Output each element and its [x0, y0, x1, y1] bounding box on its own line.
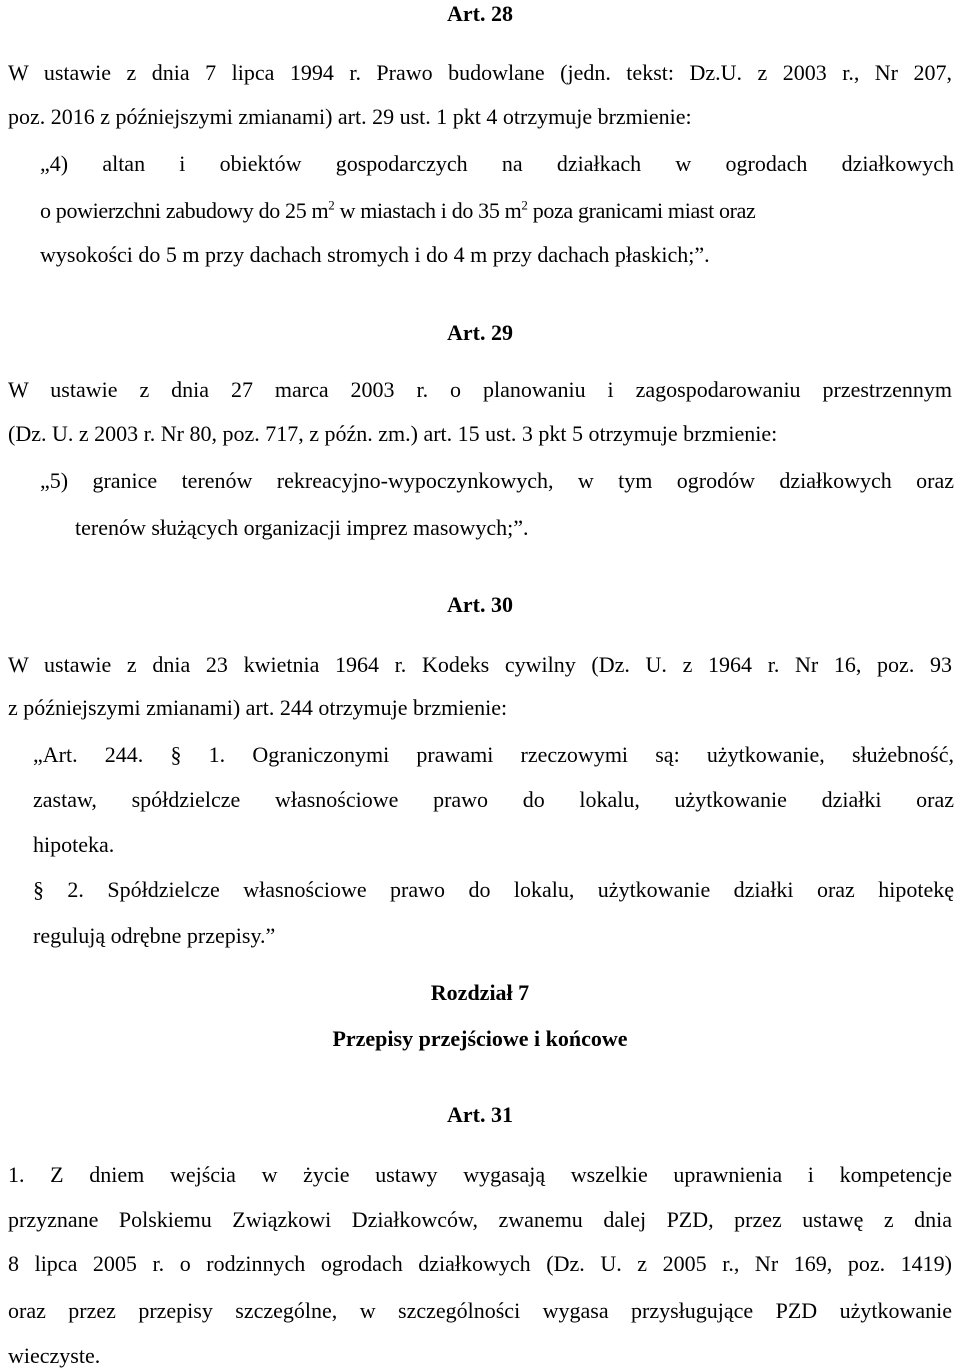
art29-line1: W ustawie z dnia 27 marca 2003 r. o planowaniu i zagospodarowaniu przestrzennym [8, 377, 952, 402]
art30-quote-line2: zastaw, spółdzielcze własnościowe prawo do lokalu, użytkowanie działki oraz [33, 787, 954, 812]
art28-quote-part3: poza granicami miast oraz [527, 198, 756, 223]
art31-line5: wieczyste. [8, 1343, 101, 1368]
art28-quote-line1: „4) altan i obiektów gospodarczych na działkach w ogrodach działkowych [40, 151, 954, 176]
art28-line2: poz. 2016 z późniejszymi zmianami) art. 29 ust. 1 pkt 4 otrzymuje brzmienie: [8, 104, 692, 129]
chapter-title: Rozdział 7 [430, 980, 530, 1005]
art31-line4: oraz przez przepisy szczególne, w szczególności wygasa przysługujące PZD użytkowanie [8, 1298, 952, 1323]
art29-quote-line2: terenów służących organizacji imprez masowych;”. [75, 515, 529, 540]
art28-quote-part1: o powierzchni zabudowy do 25 m [40, 198, 329, 223]
art31-line2: przyznane Polskiemu Związkowi Działkowców, zwanemu dalej PZD, przez ustawę z dnia [8, 1207, 952, 1232]
art30-line1: W ustawie z dnia 23 kwietnia 1964 r. Kodeks cywilny (Dz. U. z 1964 r. Nr 16, poz. 93 [8, 652, 952, 677]
chapter-subtitle: Przepisy przejściowe i końcowe [332, 1026, 628, 1051]
art31-title: Art. 31 [447, 1102, 513, 1127]
art29-title: Art. 29 [447, 320, 513, 345]
art30-quote-line5: regulują odrębne przepisy.” [33, 923, 276, 948]
art28-superscript-2: 2 [521, 197, 528, 213]
art28-superscript-1: 2 [328, 197, 335, 213]
art29-quote-line1: „5) granice terenów rekreacyjno-wypoczynkowych, w tym ogrodów działkowych oraz [40, 468, 954, 493]
art30-quote-line1: „Art. 244. § 1. Ograniczonymi prawami rzeczowymi są: użytkowanie, służebność, [33, 742, 954, 767]
art28-title: Art. 28 [447, 1, 513, 26]
art28-quote-line3: wysokości do 5 m przy dachach stromych i do 4 m przy dachach płaskich;”. [40, 242, 710, 267]
art29-line2: (Dz. U. z 2003 r. Nr 80, poz. 717, z późn. zm.) art. 15 ust. 3 pkt 5 otrzymuje brzmienie: [8, 421, 778, 446]
art31-line1: 1. Z dniem wejścia w życie ustawy wygasają wszelkie uprawnienia i kompetencje [8, 1162, 952, 1187]
art28-quote-part2: w miastach i do 35 m [334, 198, 522, 223]
art31-line3: 8 lipca 2005 r. o rodzinnych ogrodach działkowych (Dz. U. z 2005 r., Nr 169, poz. 1419) [8, 1251, 952, 1276]
art28-line1: W ustawie z dnia 7 lipca 1994 r. Prawo budowlane (jedn. tekst: Dz.U. z 2003 r., Nr 207, [8, 60, 952, 85]
art30-quote-line3: hipoteka. [33, 832, 115, 857]
art30-title: Art. 30 [447, 592, 513, 617]
art30-quote-line4: § 2. Spółdzielcze własnościowe prawo do lokalu, użytkowanie działki oraz hipotekę [33, 877, 954, 902]
art28-quote-line2 [40, 198, 755, 224]
art30-line2: z późniejszymi zmianami) art. 244 otrzymuje brzmienie: [8, 695, 508, 720]
